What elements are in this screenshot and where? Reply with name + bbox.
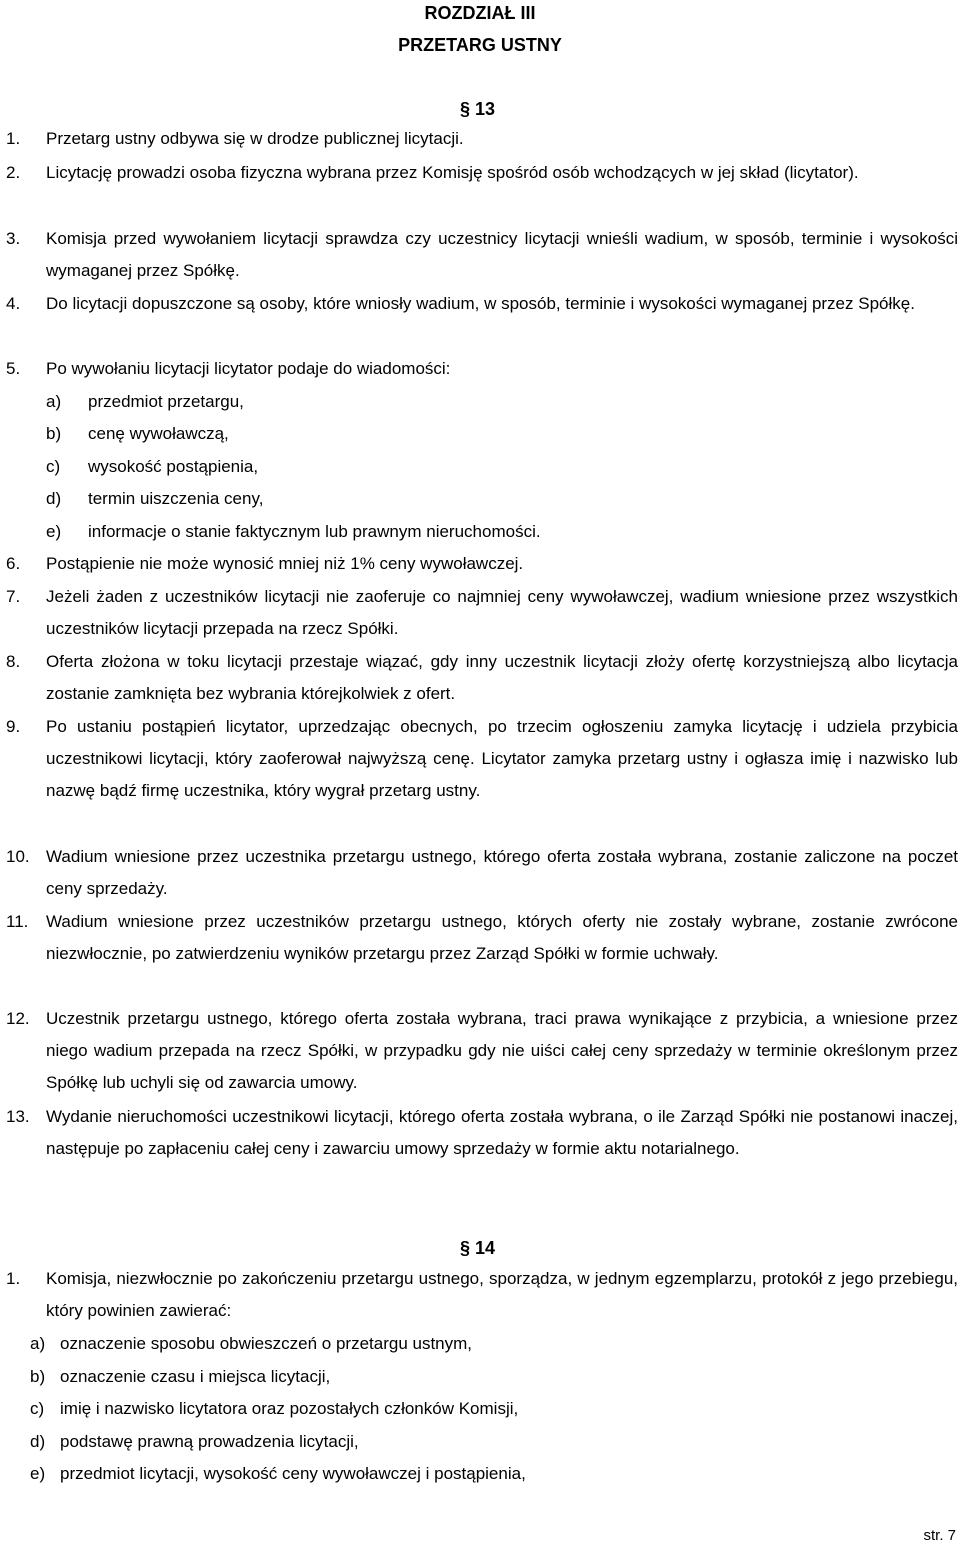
item-text: Do licytacji dopuszczone są osoby, które wniosły wadium, w sposób, terminie i wysokości wymaganej przez Spółkę.: [46, 294, 915, 313]
item-number: 7.: [6, 587, 21, 606]
sub-item-letter: c): [30, 1399, 45, 1418]
sub-item-text: przedmiot przetargu,: [88, 392, 244, 411]
item-text: Wadium wniesione przez uczestnika przetargu ustnego, którego oferta została wybrana, zostanie zaliczone na poczet ceny sprzedaży.: [46, 847, 958, 898]
item-text: Licytację prowadzi osoba fizyczna wybrana przez Komisję spośród osób wchodzących w jej skład (licytator).: [46, 163, 859, 182]
sub-item-letter: c): [46, 457, 61, 476]
page-number: str. 7: [923, 1527, 956, 1544]
sub-item-letter: a): [30, 1334, 46, 1353]
sub-item-text: cenę wywoławczą,: [88, 424, 229, 443]
section-13-heading: § 13: [460, 99, 496, 119]
item-number: 3.: [6, 229, 21, 248]
item-text: Komisja przed wywołaniem licytacji sprawdza czy uczestnicy licytacji wnieśli wadium, w sposób, terminie i wysokości wymaganej przez Spółkę.: [46, 229, 958, 280]
item-text: Wadium wniesione przez uczestników przetargu ustnego, których oferty nie zostały wybrane, zostanie zwrócone niezwłocznie, po zatwierdzeniu wyników przetargu przez Zarząd Spółki w formie uchwały.: [46, 912, 958, 963]
sub-item-letter: d): [30, 1432, 46, 1451]
section-14-heading: § 14: [460, 1238, 496, 1258]
item-number: 6.: [6, 554, 21, 573]
item-text: Oferta złożona w toku licytacji przestaje wiązać, gdy inny uczestnik licytacji złoży ofertę korzystniejszą albo licytacja zostanie zamknięta bez wybrania którejkolwiek z ofert.: [46, 652, 958, 703]
sub-item-letter: b): [46, 424, 62, 443]
item-text: Uczestnik przetargu ustnego, którego oferta została wybrana, traci prawa wynikające z przybicia, a wniesione przez niego wadium przepada na rzecz Spółki, w przypadku gdy nie uiści całej ceny sprzedaży w terminie określonym przez Spółkę lub uchyli się od zawarcia umowy.: [46, 1009, 958, 1092]
sub-item-text: termin uiszczenia ceny,: [88, 489, 264, 508]
chapter-subtitle: PRZETARG USTNY: [398, 35, 562, 55]
sub-item-text: oznaczenie czasu i miejsca licytacji,: [60, 1367, 331, 1386]
sub-item-letter: a): [46, 392, 62, 411]
item-text: Jeżeli żaden z uczestników licytacji nie zaoferuje co najmniej ceny wywoławczej, wadium wniesione przez wszystkich uczestników licytacji przepada na rzecz Spółki.: [46, 587, 958, 638]
item-number: 10.: [6, 847, 30, 866]
item-text: Po wywołaniu licytacji licytator podaje do wiadomości:: [46, 359, 451, 378]
sub-item-text: przedmiot licytacji, wysokość ceny wywoławczej i postąpienia,: [60, 1464, 526, 1483]
chapter-title: ROZDZIAŁ III: [424, 3, 536, 23]
sub-item-text: oznaczenie sposobu obwieszczeń o przetargu ustnym,: [60, 1334, 473, 1353]
item-number: 1.: [6, 129, 21, 148]
sub-item-letter: e): [46, 522, 62, 541]
item-number: 9.: [6, 717, 21, 736]
item-number: 11.: [6, 912, 29, 931]
sub-item-letter: e): [30, 1464, 46, 1483]
sub-item-letter: b): [30, 1367, 46, 1386]
sub-item-text: imię i nazwisko licytatora oraz pozostałych członków Komisji,: [60, 1399, 519, 1418]
item-number: 8.: [6, 652, 21, 671]
item-number: 1.: [6, 1269, 21, 1288]
item-text: Wydanie nieruchomości uczestnikowi licytacji, którego oferta została wybrana, o ile Zarząd Spółki nie postanowi inaczej, następuje po zapłaceniu całej ceny i zawarciu umowy sprzedaży w formie aktu notarialnego.: [46, 1107, 958, 1158]
item-text: Komisja, niezwłocznie po zakończeniu przetargu ustnego, sporządza, w jednym egzemplarzu, protokół z jego przebiegu, który powinien zawierać:: [46, 1269, 958, 1320]
item-number: 12.: [6, 1009, 30, 1028]
item-number: 2.: [6, 163, 21, 182]
sub-item-text: podstawę prawną prowadzenia licytacji,: [60, 1432, 359, 1451]
item-text: Po ustaniu postąpień licytator, uprzedzając obecnych, po trzecim ogłoszeniu zamyka licytację i udziela przybicia uczestnikowi licytacji, który zaoferował najwyższą cenę. Licytator zamyka przetarg ustny i ogłasza imię i nazwisko lub nazwę bądź firmę uczestnika, który wygrał przetarg ustny.: [46, 717, 958, 800]
item-text: Postąpienie nie może wynosić mniej niż 1% ceny wywoławczej.: [46, 554, 524, 573]
sub-item-text: informacje o stanie faktycznym lub prawnym nieruchomości.: [88, 522, 541, 541]
item-number: 4.: [6, 294, 21, 313]
item-text: Przetarg ustny odbywa się w drodze publicznej licytacji.: [46, 129, 464, 148]
sub-item-text: wysokość postąpienia,: [88, 457, 259, 476]
sub-item-letter: d): [46, 489, 62, 508]
item-number: 13.: [6, 1107, 30, 1126]
item-number: 5.: [6, 359, 21, 378]
